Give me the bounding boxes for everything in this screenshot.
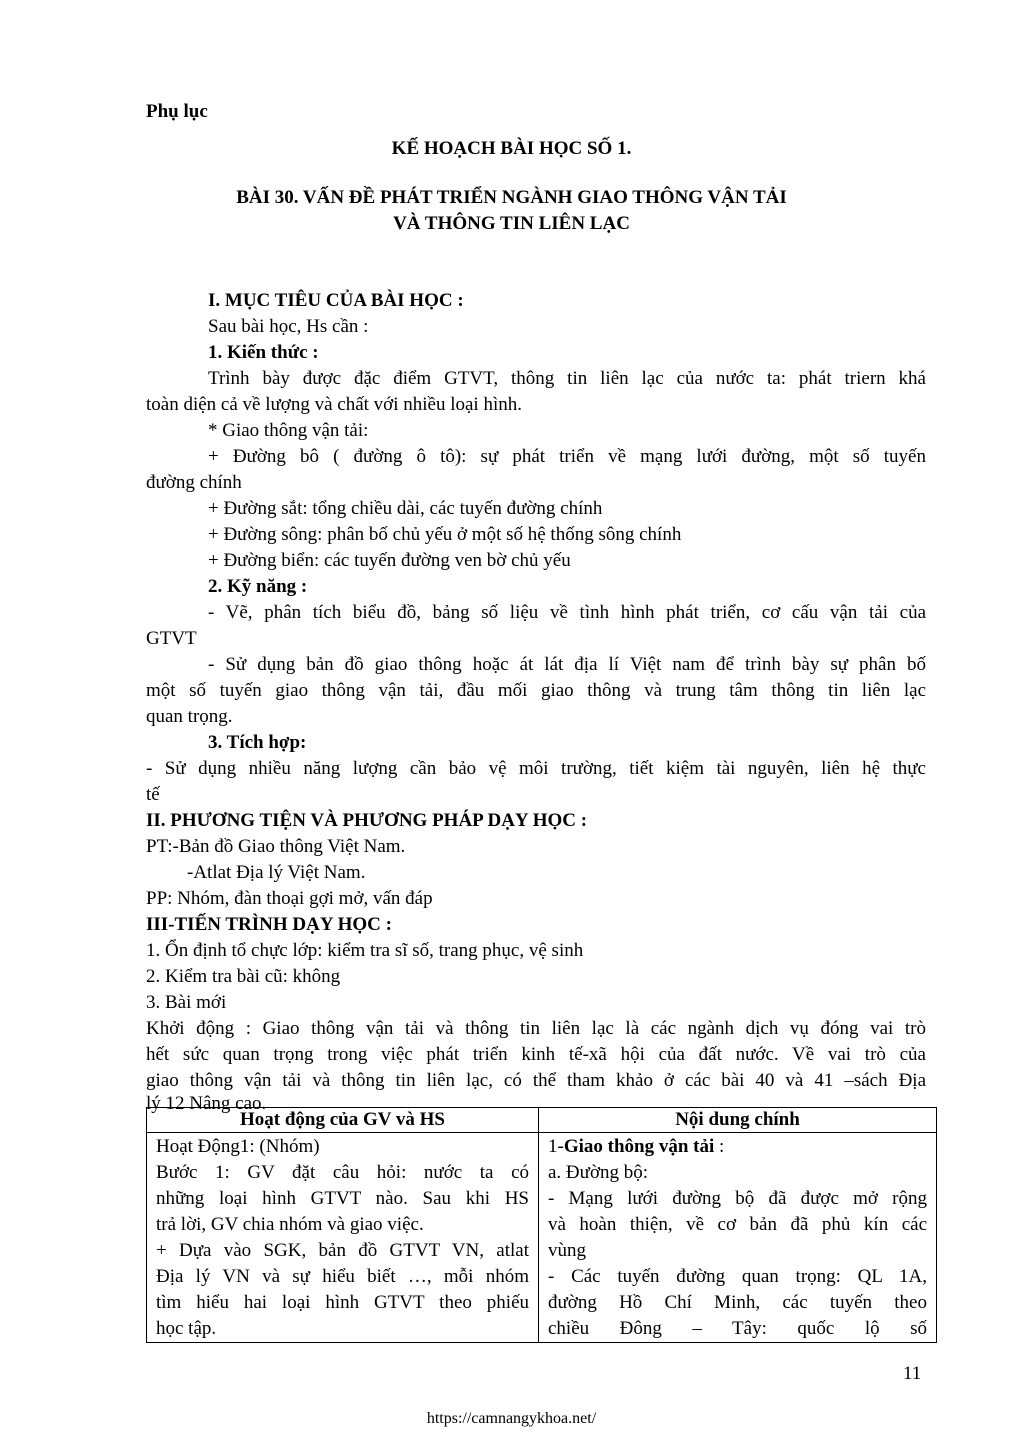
table-header-activities: Hoạt động của GV và HS xyxy=(147,1108,539,1133)
cell-text-line: + Dựa vào SGK, bản đồ GTVT VN, atlat xyxy=(156,1240,529,1261)
plan-title: KẾ HOẠCH BÀI HỌC SỐ 1. xyxy=(391,138,632,159)
text-line: đường chính xyxy=(146,472,242,493)
text-line: * Giao thông vận tải: xyxy=(208,420,369,441)
cell-text-line: và hoàn thiện, về cơ bản đã phủ kín các xyxy=(548,1214,927,1235)
footer-url[interactable]: https://camnangykhoa.net/ xyxy=(426,1410,597,1427)
table-cell-content xyxy=(539,1133,937,1343)
text-line: Sau bài học, Hs cần : xyxy=(208,316,369,337)
text-line: + Đường biển: các tuyến đường ven bờ chủ yếu xyxy=(208,550,571,571)
table-header-row xyxy=(147,1108,937,1133)
cell-text-line: học tập. xyxy=(156,1318,217,1339)
cell-text-line: đường Hồ Chí Minh, các tuyến theo xyxy=(548,1292,927,1313)
text-line: lý 12 Nâng cao. xyxy=(146,1093,267,1114)
subsection-heading: 2. Kỹ năng : xyxy=(208,576,308,597)
cell-heading-line xyxy=(548,1134,927,1160)
text-line: quan trọng. xyxy=(146,706,233,727)
text-line: - Vẽ, phân tích biểu đồ, bảng số liệu về tình hình phát triển, cơ cấu vận tải của xyxy=(208,602,926,623)
text-line: PT:-Bản đồ Giao thông Việt Nam. xyxy=(146,836,406,857)
text-line: 3. Bài mới xyxy=(146,992,227,1013)
cell-text-line: Địa lý VN và sự hiểu biết …, mỗi nhóm xyxy=(156,1266,529,1287)
text-line: + Đường sắt: tổng chiều dài, các tuyến đường chính xyxy=(208,498,603,519)
table-row xyxy=(147,1133,937,1343)
cell-text-line: chiều Đông – Tây: quốc lộ số xyxy=(548,1318,927,1339)
text-line: + Đường bô ( đường ô tô): sự phát triển về mạng lưới đường, một số tuyến xyxy=(208,446,926,467)
table-header-content: Nội dung chính xyxy=(539,1108,937,1133)
section-2-heading: II. PHƯƠNG TIỆN VÀ PHƯƠNG PHÁP DẠY HỌC : xyxy=(146,810,588,831)
text-line: hết sức quan trọng trong việc phát triển kinh tế-xã hội của đất nước. Về vai trò của xyxy=(146,1044,926,1065)
cell-text-line: trả lời, GV chia nhóm và giao việc. xyxy=(156,1214,424,1235)
text-line: -Atlat Địa lý Việt Nam. xyxy=(187,862,366,883)
lesson-activity-table xyxy=(146,1107,937,1343)
appendix-label: Phụ lục xyxy=(146,101,208,122)
cell-heading-number: 1- xyxy=(548,1136,564,1157)
lesson-title-line-1: BÀI 30. VẤN ĐỀ PHÁT TRIỂN NGÀNH GIAO THÔNG VẬN TẢI xyxy=(236,187,787,208)
section-1-heading: I. MỤC TIÊU CỦA BÀI HỌC : xyxy=(208,290,464,311)
text-line: một số tuyến giao thông vận tải, đầu mối giao thông và trung tâm thông tin liên lạc xyxy=(146,680,926,701)
text-line: PP: Nhóm, đàn thoại gợi mở, vấn đáp xyxy=(146,888,433,909)
text-line: - Sử dụng bản đồ giao thông hoặc át lát địa lí Việt nam để trình bày sự phân bố xyxy=(208,654,926,675)
text-line: - Sử dụng nhiều năng lượng cần bảo vệ môi trường, tiết kiệm tài nguyên, liên hệ thực xyxy=(146,758,926,779)
cell-text-line: - Mạng lưới đường bộ đã được mở rộng xyxy=(548,1188,927,1209)
text-line: GTVT xyxy=(146,628,197,649)
cell-text-line: Bước 1: GV đặt câu hỏi: nước ta có xyxy=(156,1162,529,1183)
cell-text-line: Hoạt Động1: (Nhóm) xyxy=(156,1136,320,1157)
text-line: 1. Ổn định tổ chực lớp: kiểm tra sĩ số, trang phục, vệ sinh xyxy=(146,940,584,961)
cell-text-line: tìm hiểu hai loại hình GTVT theo phiếu xyxy=(156,1292,529,1313)
text-line: toàn diện cả về lượng và chất với nhiều loại hình. xyxy=(146,394,522,415)
table-cell-activities xyxy=(147,1133,539,1343)
cell-text-line: - Các tuyến đường quan trọng: QL 1A, xyxy=(548,1266,927,1287)
text-line: giao thông vận tải và thông tin liên lạc, có thể tham khảo ở các bài 40 và 41 –sách Địa xyxy=(146,1070,926,1091)
text-line: Trình bày được đặc điểm GTVT, thông tin liên lạc của nước ta: phát triern khá xyxy=(208,368,926,389)
subsection-heading: 1. Kiến thức : xyxy=(208,342,319,363)
subsection-heading: 3. Tích hợp: xyxy=(208,732,307,753)
cell-heading-bold: Giao thông vận tải xyxy=(563,1136,715,1157)
cell-text-line: vùng xyxy=(548,1240,586,1261)
cell-text-line: a. Đường bộ: xyxy=(548,1162,649,1183)
lesson-title-line-2: VÀ THÔNG TIN LIÊN LẠC xyxy=(393,213,630,234)
text-line: Khởi động : Giao thông vận tải và thông tin liên lạc là các ngành dịch vụ đóng vai trò xyxy=(146,1018,926,1039)
cell-heading-suffix: : xyxy=(714,1136,725,1157)
text-line: + Đường sông: phân bố chủ yếu ở một số hệ thống sông chính xyxy=(208,524,682,545)
text-line: tế xyxy=(146,784,160,805)
text-line: 2. Kiểm tra bài cũ: không xyxy=(146,966,341,987)
cell-text-line: những loại hình GTVT nào. Sau khi HS xyxy=(156,1188,529,1209)
section-3-heading: III-TIẾN TRÌNH DẠY HỌC : xyxy=(146,914,392,935)
page-number: 11 xyxy=(903,1363,922,1384)
